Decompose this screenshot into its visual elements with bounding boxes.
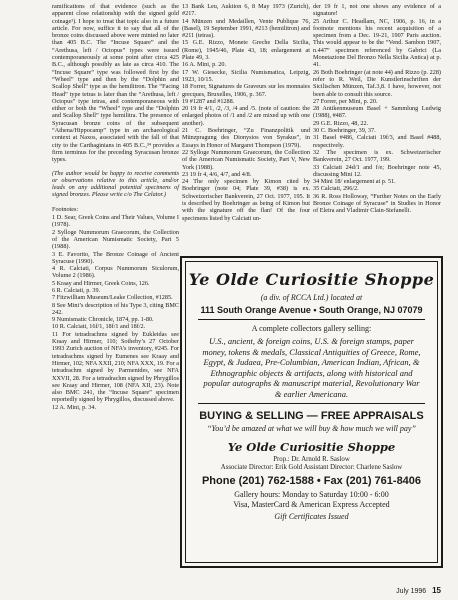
issue-date: July 1996: [396, 588, 427, 595]
footnote: 6 R. Calciati, p. 39.: [52, 286, 101, 294]
footnote: der 19 fr 1, not one shows any evidence of a signature!: [313, 3, 441, 18]
footnotes-list-2: [182, 3, 310, 222]
footnote: 33 Calciati 24d/1 and f/e; Boehringer note 45, discussing Mini 12.: [313, 163, 441, 178]
footnote: 2 Sylloge Nummorum Graecorum, the Collection of the American Numismatic Society, Part 5 (1988).: [52, 228, 179, 251]
footnote: 29 G.E. Rizzo, 48, 22.: [313, 119, 369, 127]
accepted-cards: Visa, MasterCard & American Express Accepted: [233, 500, 390, 509]
merchandise-description: U.S., ancient, & foreign coins, U.S. & foreign stamps, paper money, tokens & medals, Classical Antiquities of Greece, Rome, Egypt, & Judaea, Pre-Columbian, American Indian, African, & Ethnographic objects & artifacts, along with historical and popular autographs & manuscript material, Revolutionary War & earlier Americana.: [202, 336, 421, 399]
proprietor-line: Prop.: Dr. Arnold R. Saslow: [273, 456, 350, 463]
footnote: 15 G.E. Rizzo, Monete Greche Della Sicilia, (Rome), 1945/46, Plate 43, 18; enlargement at Plate 49, 3.: [182, 39, 310, 62]
footnote: 30 C. Boehringer, 39, 37.: [313, 127, 376, 135]
footnote: 16 A. Mini, p. 20.: [182, 61, 227, 69]
footnote: 1 D. Sear, Greek Coins and Their Values, Volume I (1978).: [52, 214, 179, 229]
footnote: 26 Both Boehringer (at note 44) and Rizzo (p. 228) refer to R. Weil, Die Kunstlerinschriften der Sicilischen Münzen, Taf.3,8. I have, however, not been able to consult this source.: [313, 68, 441, 98]
article-body-text: ramifications of that evidence (such as the apparent close relationship with the signed gold coinage¹). I hope to treat that topic also in a future article. For now, suffice it to say that all of the bronze coins discussed above were minted no later than 405 B.C. The “Incuse Square” and the “Arethusa, left / Octopus” types were issued contemporaneously at some point after circa 425 B.C., although possibly as late as circa 410. The “Incuse Square” type was followed first by the “Wheel” type and then by the “Dolphin and Scallop Shell” type as the hemilitron. The “Facing Head” type tetras is later than the “Arethusa, left / Octopus” type tetras, and contemporaneous with either or both the “Wheel” type and the “Dolphin and Scallop Shell” type hemilitra. The presence of Syracusan bronze coins of the subsequent “Athena/Hippocamp” type in an archaeological context at Naxos, associated with the fall of that city to the Carthaginians in 405 B.C.,³⁴ provides a firm terminus for the preceding Syracusan bronze types.: [52, 3, 179, 164]
footnote: 3 E. Favorito, The Bronze Coinage of Ancient Syracuse (1990).: [52, 250, 179, 265]
gallery-line: A complete collectors gallery selling:: [251, 324, 372, 333]
gallery-hours: Gallery hours: Monday to Saturday 10:00 - 6:00: [234, 490, 389, 499]
footnote: 27 Forrer, per Mini, p. 20.: [313, 97, 378, 105]
footnote: 18 Forrer, Signatures de Graveurs sur les monnaies grecques, Bruxelles, 1906, p. 367.: [182, 83, 310, 98]
footnote: 35 Calciati, 296/2.: [313, 185, 359, 193]
footnote: 25 Arthur C. Headlam, NC, 1906, p. 16, in a footnote mentions his recent acquisition of a specimen from a Dec. 19-21, 1907 Paris auction. This would appear to be the “Vend. Sambon 1907, n.447” specimen referenced by Gabrici (La Monetazione Del Bronzo Nella Sicilia Antica) at p. 41.: [313, 17, 441, 69]
footnote: 7 Fitzwilliam Museum/Leake Collection, #1285.: [52, 294, 173, 302]
staff-line: Associate Director: Erik Gold Assistant Director: Charlene Saslow: [220, 464, 403, 471]
phone-fax-line: Phone (201) 762-1588 • Fax (201) 761-8406: [201, 475, 422, 487]
footnote: 20 19 fr 4/1, /2, /3, /4 and /5. (note of caution: the enlarged photos of /1 and /2 are mixed up with one another).: [182, 105, 310, 127]
footnote: 14 Münzen und Medaillen, Vente Publique 76, (Basel), 19 September 1991, #213 (hemilitron) and #211 (tetras).: [182, 17, 310, 40]
footnote: 19 #1287 and #1288.: [182, 97, 235, 105]
footnote: 36 R. Ross Holloway, “Further Notes on the Early Bronze Coinage of Syracuse” in Studies in Honor of Eleira and Vladimir Clain-Stefanelli.: [313, 192, 441, 215]
article-column-3: [313, 3, 441, 215]
ad-quote: “You’d be amazed at what we will buy & how much we will pay”: [207, 424, 416, 433]
footnote: 22 Sylloge Nummorum Graecorum, the Collection of the American Numismatic Society, Part V, New York (1988).: [182, 148, 310, 171]
buy-sell-headline: BUYING & SELLING — FREE APPRAISALS: [199, 410, 424, 422]
article-column-1: [52, 3, 179, 411]
shop-name-secondary: Ye Olde Curiositie Shoppe: [227, 440, 396, 454]
page-footer: [396, 586, 441, 595]
footnote: 28 Antikenmuseum Basel + Sammlung Ludwig (1988), #487.: [313, 105, 441, 120]
divider: [198, 403, 425, 404]
footnote: 13 Bank Leu, Auktion 6, 8 May 1973 (Zurich), #217.: [182, 3, 310, 18]
footnote: 5 Kraay and Hirmer, Greek Coins, 126.: [52, 279, 150, 287]
divider: [198, 319, 425, 320]
article-column-2: [182, 3, 310, 222]
footnote: 4 R. Calciati, Corpus Nummorum Siculorum, Volume 2 (1986).: [52, 265, 179, 280]
footnotes-list-3: [313, 3, 441, 215]
gift-certificates-line: Gift Certificates Issued: [274, 512, 349, 521]
footnote: 24 The only specimen by Kimon cited by Boehringer (note 04; Plate 39, #38) is ex. Schweizerischer Bankverein, 27 Oct. 1977, 195. It is described by Boehringer as being of Kimon but with the signature off the flan! Of the four specimens listed by Calciati un-: [182, 178, 310, 222]
footnote: 11 For tetradrachms signed by Eukleidas see Kraay and Hirmer, 110; Sotheby’s 27 October 1993 Zurich auction of NFA’s inventory, #245. For tetradrachms signed by Eumenes see Kraay and Hirmer, 102; NFA XXII, 210; NFA XXX, 19. For a tetradrachm signed by Parmenides, see NFA XXVII, 28. For a tetradrachm signed by Phrygillos see Kraay and Hirmer, 108 (NFA XII, 23). Note also BMC 241, the “Incuse Square” specimen reportedly signed by Phrygillos, discussed above.: [52, 330, 179, 404]
footnote: 23 19 fr 4, 4/6, 4/7, and 4/8.: [182, 170, 252, 178]
footnote: 21 C. Boehringer, “Zu Finanzpolitik und Münzpragung des Dionysios von Syrakus”, in Essays in Honor of Margaret Thompson (1979).: [182, 127, 310, 149]
division-line: (a div. of RCCA Ltd.) located at: [260, 293, 363, 302]
footnote: 34 Mini 18/ enlargement at p. 51.: [313, 178, 396, 186]
author-note: (The author would be happy to receive comments or observations relative to this article, and/or leads on any additional potential specimens of signed bronzes. Please write c/o The Celator.): [52, 169, 179, 199]
page-number: 15: [432, 586, 441, 595]
shop-address: 111 South Orange Avenue • South Orange, NJ 07079: [200, 305, 423, 315]
curiosity-shoppe-advertisement: [180, 256, 443, 568]
footnotes-list-1: [52, 214, 179, 411]
footnotes-heading: Footnotes:: [52, 205, 79, 213]
footnote: 9 Numismatic Chronicle, 1874, pp. 1-80.: [52, 316, 154, 324]
ad-inner-border: [185, 261, 438, 563]
footnote: 8 See Mini’s description of his Type 3, citing BMC 242.: [52, 301, 179, 316]
footnote: 12 A. Mini, p. 34.: [52, 403, 97, 411]
footnote: 10 R. Calciati, 16f/1, 18f/1 and 18f/2.: [52, 323, 146, 331]
footnote: 31 Basel #486, Calciati 19f/3, and Basel #488, respectively.: [313, 134, 441, 149]
footnote: 32 The specimen is ex. Schweizerischer Bankverein, 27 Oct. 1977, 199.: [313, 148, 441, 164]
shop-name-heading: Ye Olde Curiositie Shoppe: [188, 270, 435, 289]
footnote: 17 W. Giesecke, Sicilia Numismatica, Leipzig, 1923, 10/15.: [182, 68, 310, 83]
